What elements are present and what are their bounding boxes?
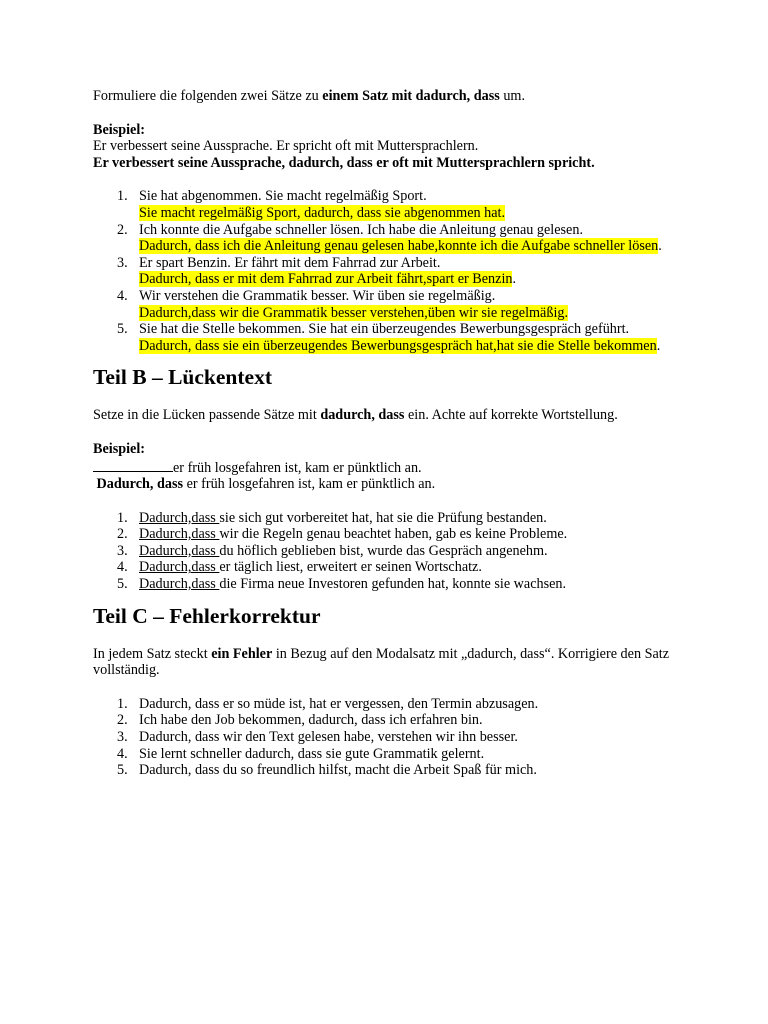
example-label-text: Beispiel: — [93, 121, 146, 138]
item-number: 4. — [117, 559, 128, 576]
part-a-instruction — [93, 88, 683, 105]
example-label-text: Beispiel: — [93, 440, 146, 457]
item-answer-highlight: Dadurch, dass ich die Anleitung genau gelesen habe,konnte ich die Aufgabe schneller lösen — [139, 238, 659, 255]
item-fill: Dadurch,dass — [139, 576, 220, 593]
instruction-bold: einem Satz mit dadurch, dass — [322, 88, 500, 104]
list-item — [93, 762, 683, 779]
item-text: Dadurch, dass du so freundlich hilfst, macht die Arbeit Spaß für mich. — [139, 762, 537, 779]
item-number: 2. — [117, 712, 128, 729]
item-text: wir die Regeln genau beachtet haben, gab es keine Probleme. — [219, 526, 568, 543]
item-fill: Dadurch,dass — [139, 542, 220, 559]
item-number: 5. — [117, 321, 128, 338]
item-text: Ich habe den Job bekommen, dadurch, dass ich erfahren bin. — [139, 712, 483, 729]
list-item — [93, 576, 683, 593]
item-answer-highlight: Dadurch,dass wir die Grammatik besser verstehen,üben wir sie regelmäßig. — [139, 304, 569, 321]
list-item — [93, 188, 683, 221]
list-item — [93, 321, 683, 354]
item-number: 3. — [117, 729, 128, 746]
item-number: 4. — [117, 287, 128, 304]
list-item — [93, 222, 683, 255]
item-answer-tail: . — [512, 271, 517, 288]
example-label — [93, 441, 683, 458]
item-text: Er spart Benzin. Er fährt mit dem Fahrrad zur Arbeit. — [139, 254, 441, 271]
part-a-list — [93, 188, 683, 354]
part-b-instruction — [93, 407, 683, 424]
item-number: 1. — [117, 509, 128, 526]
item-text: du höflich geblieben bist, wurde das Gespräch angenehm. — [219, 542, 548, 559]
item-number: 1. — [117, 188, 128, 205]
item-number: 3. — [117, 542, 128, 559]
list-item — [93, 746, 683, 763]
instruction-text: Setze in die Lücken passende Sätze mit — [93, 407, 321, 424]
example-answer-rest: er früh losgefahren ist, kam er pünktlich an. — [183, 476, 436, 493]
item-number: 1. — [117, 695, 128, 712]
item-number: 4. — [117, 745, 128, 762]
item-number: 3. — [117, 254, 128, 271]
item-number: 2. — [117, 526, 128, 543]
list-item — [93, 526, 683, 543]
item-number: 5. — [117, 762, 128, 779]
document-content — [93, 88, 683, 779]
item-number: 5. — [117, 576, 128, 593]
item-text: Sie hat abgenommen. Sie macht regelmäßig Sport. — [139, 188, 427, 205]
item-answer-tail: . — [656, 337, 661, 354]
item-answer-highlight: Sie macht regelmäßig Sport, dadurch, dass sie abgenommen hat. — [139, 204, 506, 221]
list-item — [93, 288, 683, 321]
item-text: Dadurch, dass er so müde ist, hat er vergessen, den Termin abzusagen. — [139, 695, 539, 712]
item-answer-tail: . — [658, 238, 662, 255]
list-item — [93, 729, 683, 746]
instruction-text: In jedem Satz steckt — [93, 645, 212, 662]
example-answer-text: Er verbessert seine Aussprache, dadurch, dass er oft mit Muttersprachlern spricht. — [93, 154, 595, 171]
item-number: 2. — [117, 221, 128, 238]
item-fill: Dadurch,dass — [139, 559, 220, 576]
list-item — [93, 255, 683, 288]
list-item — [93, 712, 683, 729]
list-item — [93, 543, 683, 560]
item-fill: Dadurch,dass — [139, 526, 220, 543]
item-fill: Dadurch,dass — [139, 509, 220, 526]
item-text: Sie hat die Stelle bekommen. Sie hat ein überzeugendes Bewerbungsgespräch geführt. — [139, 321, 630, 338]
item-text: Dadurch, dass wir den Text gelesen habe, verstehen wir ihn besser. — [139, 729, 518, 746]
example-answer-bold: Dadurch, dass — [96, 476, 184, 493]
instruction-text: in Bezug auf den Modalsatz mit „dadurch, dass“. Korrigiere den Satz vollständig. — [93, 645, 670, 679]
example-gap-sentence — [93, 458, 683, 477]
part-c-instruction — [93, 646, 683, 679]
example-answer — [93, 476, 683, 493]
part-c-list — [93, 696, 683, 779]
instruction-text: um. — [499, 88, 526, 104]
item-text: Sie lernt schneller dadurch, dass sie gute Grammatik gelernt. — [139, 745, 485, 762]
item-answer-highlight: Dadurch, dass sie ein überzeugendes Bewerbungsgespräch hat,hat sie die Stelle bekommen — [139, 337, 657, 354]
part-b-list — [93, 510, 683, 593]
item-answer-highlight: Dadurch, dass er mit dem Fahrrad zur Arbeit fährt,spart er Benzin — [139, 271, 513, 288]
part-c-heading: Teil C – Fehlerkorrektur — [93, 603, 321, 628]
example-answer — [93, 155, 683, 172]
blank-line — [93, 458, 173, 472]
example-gap-text: er früh losgefahren ist, kam er pünktlich an. — [173, 459, 422, 476]
example-source: Er verbessert seine Aussprache. Er spricht oft mit Muttersprachlern. — [93, 138, 479, 155]
instruction-text: Formuliere die folgenden zwei Sätze zu — [93, 88, 323, 104]
item-text: er täglich liest, erweitert er seinen Wortschatz. — [219, 559, 482, 576]
instruction-text: ein. Achte auf korrekte Wortstellung. — [404, 407, 618, 424]
list-item — [93, 559, 683, 576]
list-item — [93, 696, 683, 713]
example-label — [93, 122, 683, 139]
instruction-bold: dadurch, dass — [320, 407, 405, 424]
item-text: die Firma neue Investoren gefunden hat, konnte sie wachsen. — [219, 576, 567, 593]
item-text: Ich konnte die Aufgabe schneller lösen. Ich habe die Anleitung genau gelesen. — [139, 221, 583, 238]
list-item — [93, 510, 683, 527]
item-text: Wir verstehen die Grammatik besser. Wir üben sie regelmäßig. — [139, 287, 496, 304]
item-text: sie sich gut vorbereitet hat, hat sie die Prüfung bestanden. — [219, 509, 547, 526]
instruction-bold: ein Fehler — [211, 645, 273, 662]
part-b-heading: Teil B – Lückentext — [93, 365, 272, 390]
